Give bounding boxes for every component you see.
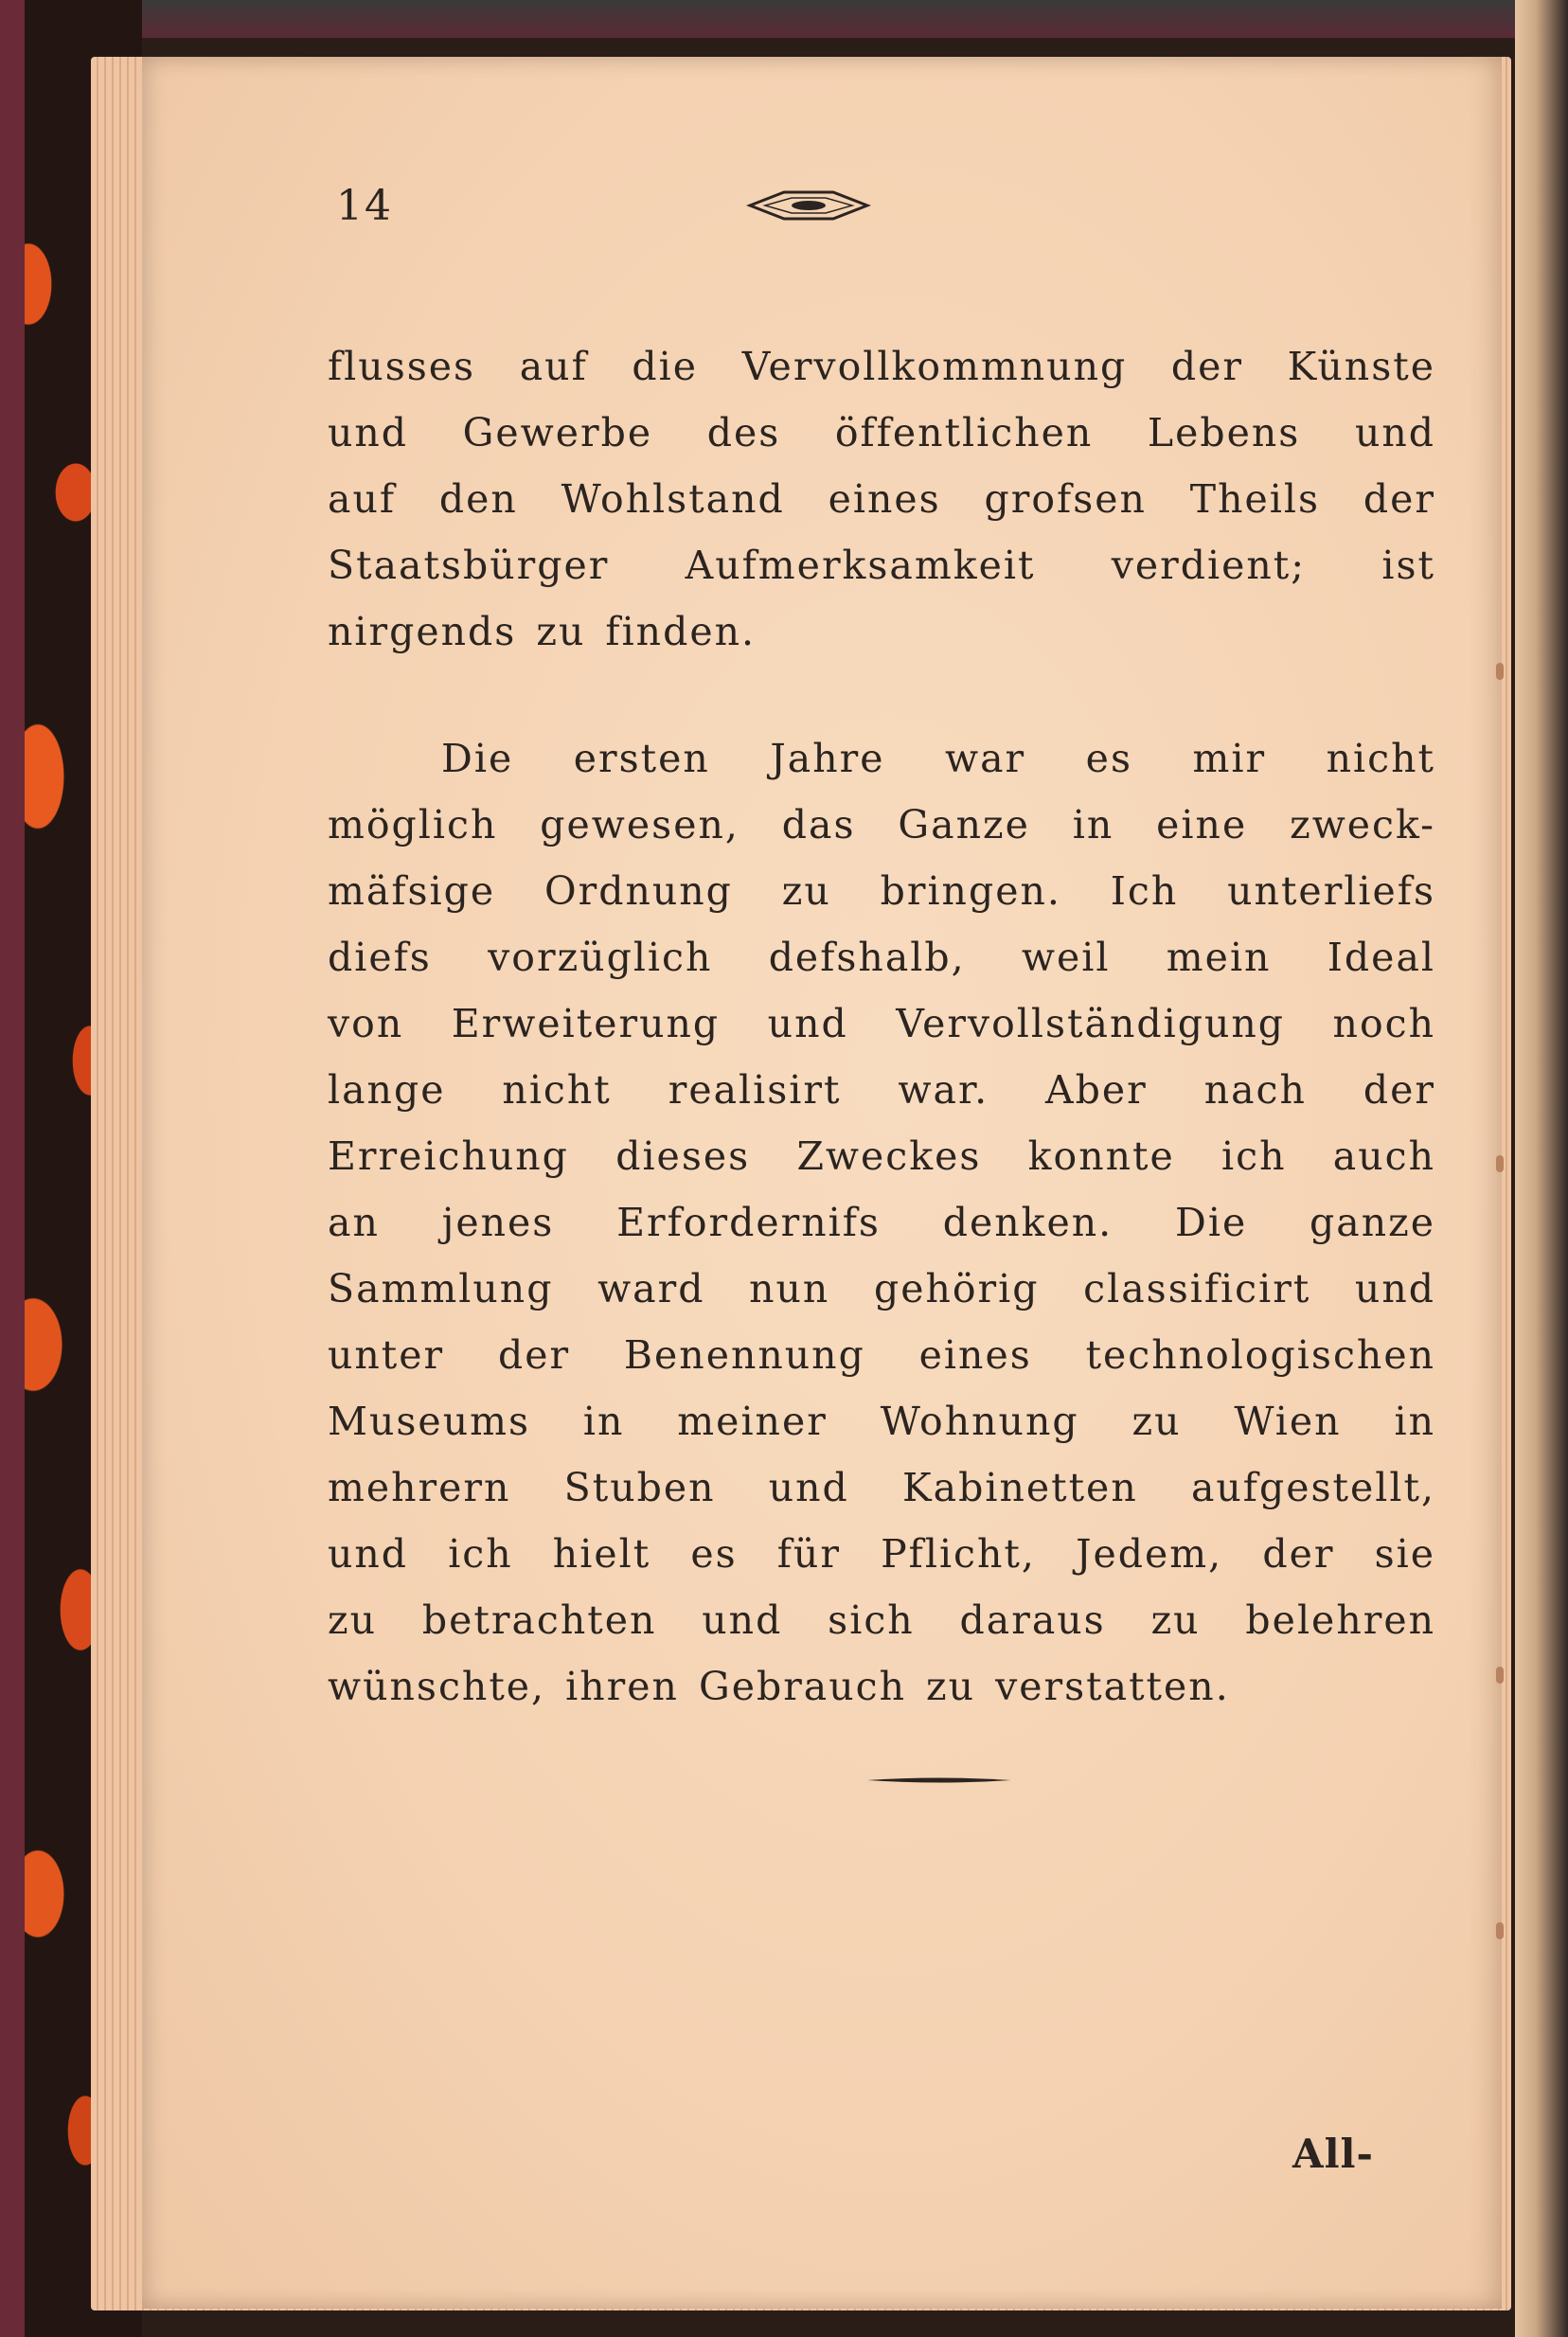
paragraph-1 bbox=[328, 333, 1435, 665]
text-line: und ich hielt es für Pflicht, Jedem, der sie bbox=[328, 1531, 1435, 1577]
binding-stitch bbox=[1496, 1922, 1504, 1939]
text-line: mehrern Stuben und Kabinetten aufgestellt, bbox=[328, 1465, 1435, 1510]
text-line: von Erweiterung und Vervollständigung noch bbox=[328, 1001, 1435, 1046]
header-ornament bbox=[746, 189, 871, 222]
text-line: Erreichung dieses Zweckes konnte ich auch bbox=[328, 1133, 1435, 1179]
book-cover-top-edge bbox=[0, 0, 1568, 38]
book-page bbox=[142, 57, 1502, 2309]
text-line: zu betrachten und sich daraus zu belehren bbox=[328, 1597, 1435, 1643]
text-line: Museums in meiner Wohnung zu Wien in bbox=[328, 1399, 1435, 1444]
text-line: mäfsige Ordnung zu bringen. Ich unterliefs bbox=[328, 868, 1435, 914]
catchword: All- bbox=[1292, 2131, 1374, 2177]
text-line: auf den Wohlstand eines grofsen Theils der bbox=[328, 476, 1435, 522]
text-line: flusses auf die Vervollkommnung der Künste bbox=[328, 344, 1435, 389]
text-line: möglich gewesen, das Ganze in eine zweck- bbox=[328, 802, 1435, 847]
binding-stitch bbox=[1496, 1667, 1504, 1684]
binding-stitch bbox=[1496, 1155, 1504, 1172]
section-divider-rule bbox=[865, 1775, 1013, 1785]
paragraph-2 bbox=[328, 725, 1435, 1720]
binding-cloth-spine bbox=[0, 0, 25, 2337]
text-line: wünschte, ihren Gebrauch zu verstatten. bbox=[328, 1664, 1230, 1709]
binding-stitch bbox=[1496, 663, 1504, 680]
text-line: lange nicht realisirt war. Aber nach der bbox=[328, 1067, 1435, 1113]
text-line: nirgends zu finden. bbox=[328, 609, 757, 654]
text-line: Staatsbürger Aufmerksamkeit verdient; ist bbox=[328, 543, 1435, 588]
text-line: diefs vorzüglich defshalb, weil mein Ideal bbox=[328, 935, 1435, 980]
text-line: Sammlung ward nun gehörig classificirt und bbox=[328, 1266, 1435, 1311]
facing-page-edge bbox=[1515, 0, 1568, 2337]
text-line: an jenes Erfordernifs denken. Die ganze bbox=[328, 1200, 1435, 1245]
page-number: 14 bbox=[336, 182, 393, 230]
text-line: Die ersten Jahre war es mir nicht bbox=[441, 736, 1435, 781]
text-line: unter der Benennung eines technologischen bbox=[328, 1332, 1435, 1378]
text-line: und Gewerbe des öffentlichen Lebens und bbox=[328, 410, 1435, 455]
